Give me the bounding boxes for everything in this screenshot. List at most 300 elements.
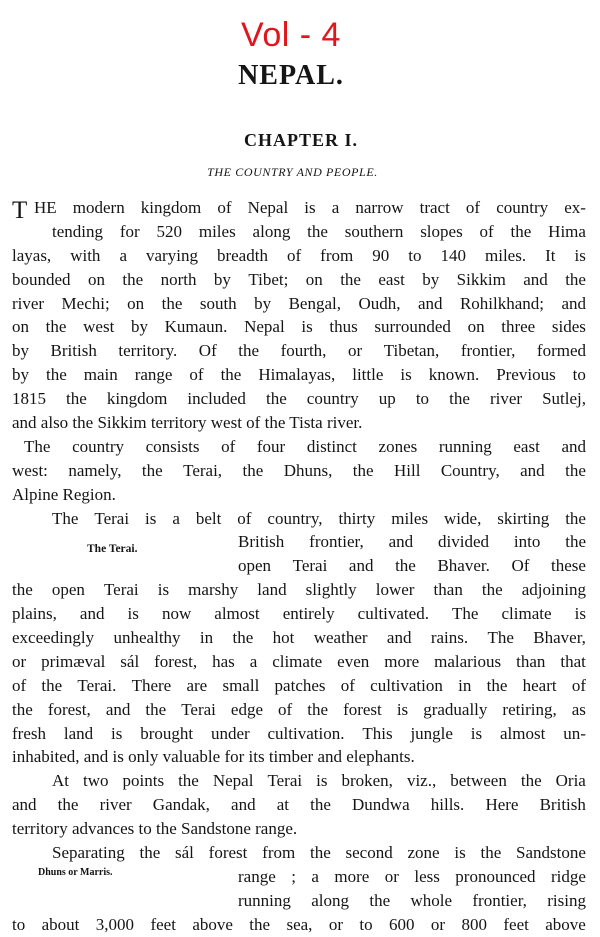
word: tract xyxy=(419,198,450,217)
word: hills. xyxy=(430,795,465,815)
word: territory. xyxy=(118,341,178,361)
word: second xyxy=(345,843,393,863)
word: up xyxy=(378,389,396,409)
word: these xyxy=(550,556,586,576)
text-line xyxy=(12,387,586,411)
word: lower xyxy=(375,580,415,600)
word: Nepal xyxy=(247,198,289,217)
word: by xyxy=(422,269,440,289)
text-line xyxy=(12,268,586,292)
body-text xyxy=(12,196,586,937)
word: the xyxy=(249,914,271,934)
word: known. xyxy=(428,365,480,385)
word: three xyxy=(501,317,536,337)
word: forest xyxy=(343,699,382,719)
word: almost xyxy=(214,604,260,624)
word: country xyxy=(306,389,359,409)
word: a xyxy=(249,651,258,671)
word: the xyxy=(161,293,183,313)
word: river xyxy=(12,293,45,313)
word: or xyxy=(430,914,446,934)
word: of xyxy=(12,675,27,695)
word: The xyxy=(52,508,79,528)
word: forest, xyxy=(154,651,198,671)
word: gradually xyxy=(423,699,488,719)
word: and xyxy=(348,556,374,576)
word: hot xyxy=(272,628,295,648)
word: is xyxy=(110,723,123,743)
word: west: xyxy=(12,460,48,480)
word: zones xyxy=(378,436,418,456)
word: about xyxy=(41,914,80,934)
word: south xyxy=(199,293,237,313)
word: kingdom xyxy=(140,198,202,217)
word: on xyxy=(305,269,323,289)
word: that xyxy=(560,651,586,671)
word: ex- xyxy=(564,198,586,217)
word: Bhaver, xyxy=(533,628,586,648)
text-line xyxy=(12,722,586,746)
word: slopes xyxy=(420,221,463,241)
word: Country, xyxy=(440,460,500,480)
word: the xyxy=(238,341,260,361)
word: Here xyxy=(485,795,519,815)
word: and xyxy=(231,795,256,815)
word: The xyxy=(452,604,479,624)
word: the xyxy=(139,843,161,863)
word: on xyxy=(127,293,145,313)
word: whole xyxy=(410,890,453,910)
word: is xyxy=(454,843,466,863)
word: frontier, xyxy=(309,532,364,552)
text-line: and also the Sikkim territory west of the Tista river. xyxy=(12,413,363,433)
text-line xyxy=(12,435,586,459)
word: and xyxy=(79,604,105,624)
word: of xyxy=(465,198,481,217)
sidenote-terai: The Terai. xyxy=(87,543,138,555)
word: ; xyxy=(291,866,296,886)
word: under xyxy=(210,723,250,743)
word: adjoining xyxy=(521,580,586,600)
word: bounded xyxy=(12,269,71,289)
word: is xyxy=(574,245,586,265)
word: the xyxy=(45,317,67,337)
word: and xyxy=(105,699,131,719)
word: 90 xyxy=(372,245,390,265)
word: heart xyxy=(522,675,557,695)
word: Himalayas, xyxy=(258,365,336,385)
word: above xyxy=(545,914,586,934)
word: of xyxy=(278,699,293,719)
word: varying xyxy=(146,245,198,265)
word: of xyxy=(479,221,494,241)
word: divided xyxy=(438,532,490,552)
word: cultivation. xyxy=(267,723,345,743)
word: above xyxy=(192,914,233,934)
word: Rohilkhand; xyxy=(459,293,544,313)
word: or xyxy=(328,914,343,934)
word: British xyxy=(238,532,285,552)
word: is xyxy=(400,365,412,385)
word: for xyxy=(119,221,140,241)
word: patches xyxy=(274,675,326,695)
text-line xyxy=(12,459,586,483)
word: to xyxy=(408,245,422,265)
word: the xyxy=(265,389,287,409)
word: thirty xyxy=(338,508,376,528)
text-line xyxy=(12,602,586,626)
word: at xyxy=(276,795,289,815)
word: from xyxy=(262,843,296,863)
word: is xyxy=(157,580,170,600)
word: wide, xyxy=(444,508,482,528)
word: country xyxy=(496,198,549,217)
word: the xyxy=(12,699,33,719)
word: along xyxy=(311,890,350,910)
word: and xyxy=(12,795,37,815)
text-line xyxy=(12,865,586,889)
word: ridge xyxy=(550,866,586,886)
word: main xyxy=(83,365,118,385)
word: Kumaun. xyxy=(164,317,228,337)
word: miles xyxy=(198,221,236,241)
word: in xyxy=(199,628,214,648)
word: retiring, xyxy=(502,699,557,719)
word: Tibet; xyxy=(248,269,289,289)
word: slightly xyxy=(305,580,357,600)
word: jungle xyxy=(410,723,453,743)
word: layas, xyxy=(12,245,52,265)
text-line xyxy=(12,889,586,913)
word: broken, xyxy=(341,771,393,791)
word: plains, xyxy=(12,604,57,624)
word: a xyxy=(172,508,180,528)
word: is xyxy=(316,771,328,791)
word: zone xyxy=(407,843,440,863)
word: Terai xyxy=(181,699,216,719)
word: the xyxy=(352,460,374,480)
word: HE xyxy=(34,198,57,217)
word: modern xyxy=(72,198,125,217)
word: the xyxy=(242,460,264,480)
word: viz., xyxy=(406,771,437,791)
word: running xyxy=(438,436,492,456)
word: sides xyxy=(551,317,586,337)
word: brought xyxy=(140,723,194,743)
text-line xyxy=(12,698,586,722)
word: the xyxy=(481,580,503,600)
word: Dundwa xyxy=(352,795,410,815)
chapter-subtitle: THE COUNTRY AND PEOPLE. xyxy=(207,165,378,179)
word: a xyxy=(119,245,127,265)
word: the xyxy=(122,269,144,289)
text-line xyxy=(12,793,586,817)
word: a xyxy=(331,198,340,217)
word: 800 xyxy=(461,914,487,934)
word: the xyxy=(57,795,79,815)
word: on xyxy=(87,269,105,289)
word: miles xyxy=(391,508,429,528)
word: consists xyxy=(145,436,200,456)
text-line xyxy=(12,578,586,602)
word: sál xyxy=(120,651,140,671)
word: feet xyxy=(503,914,529,934)
word: It xyxy=(545,245,556,265)
word: Sikkim xyxy=(456,269,506,289)
word: Gandak, xyxy=(152,795,210,815)
sidenote-dhuns: Dhuns or Marris. xyxy=(38,867,113,878)
word: and xyxy=(386,628,412,648)
word: Mechi; xyxy=(61,293,110,313)
word: 140 xyxy=(440,245,466,265)
word: Sandstone xyxy=(516,843,586,863)
word: namely, xyxy=(68,460,122,480)
word: more xyxy=(334,866,370,886)
word: forest, xyxy=(47,699,91,719)
word: Sutlej, xyxy=(542,389,586,409)
word: of xyxy=(340,675,355,695)
word: even xyxy=(337,651,370,671)
word: exceedingly xyxy=(12,628,95,648)
word: range xyxy=(238,866,276,886)
word: with xyxy=(70,245,101,265)
word: Dhuns, xyxy=(283,460,333,480)
word: included xyxy=(187,389,246,409)
text-line xyxy=(12,244,586,268)
word: is xyxy=(470,723,483,743)
word: running xyxy=(238,890,291,910)
word: Terai xyxy=(94,508,130,528)
word: to xyxy=(359,914,373,934)
word: range xyxy=(134,365,173,385)
volume-label: Vol - 4 xyxy=(241,16,341,54)
word: four xyxy=(256,436,286,456)
word: breadth xyxy=(216,245,268,265)
word: river xyxy=(99,795,132,815)
word: Previous xyxy=(496,365,556,385)
word: and xyxy=(561,293,586,313)
word: climate xyxy=(501,604,552,624)
word: malarious xyxy=(434,651,502,671)
word: east xyxy=(513,436,540,456)
word: or xyxy=(12,651,27,671)
word: tending xyxy=(52,221,103,241)
text-line: inhabited, and is only valuable for its timber and elephants. xyxy=(12,747,415,767)
word: Of xyxy=(511,556,530,576)
word: 600 xyxy=(389,914,415,934)
word: to xyxy=(415,389,430,409)
word: a xyxy=(311,866,319,886)
word: the xyxy=(340,269,361,289)
text-line xyxy=(12,220,586,244)
word: southern xyxy=(344,221,404,241)
word: the xyxy=(565,508,586,528)
word: country, xyxy=(267,508,323,528)
word: Separating xyxy=(52,843,125,863)
word: 1815 xyxy=(12,389,46,409)
word: the xyxy=(220,365,242,385)
word: climate xyxy=(272,651,323,671)
chapter-heading: CHAPTER I. xyxy=(243,130,358,150)
word: than xyxy=(433,580,463,600)
word: primæval xyxy=(41,651,106,671)
word: Tibetan, xyxy=(383,341,440,361)
word: the xyxy=(145,699,167,719)
word: of xyxy=(571,675,586,695)
word: to xyxy=(12,914,26,934)
word: At xyxy=(52,771,69,791)
word: now xyxy=(161,604,192,624)
word: open xyxy=(238,556,272,576)
word: sea, xyxy=(286,914,313,934)
word: The xyxy=(487,628,514,648)
text-line xyxy=(12,650,586,674)
word: little xyxy=(352,365,384,385)
word: entirely xyxy=(282,604,335,624)
word: of xyxy=(217,198,232,217)
word: distinct xyxy=(306,436,357,456)
word: cultivated. xyxy=(357,604,429,624)
word: This xyxy=(362,723,393,743)
word: Bengal, xyxy=(288,293,341,313)
word: rising xyxy=(547,890,586,910)
word: Terai xyxy=(267,771,303,791)
word: of xyxy=(221,436,236,456)
word: or xyxy=(384,866,399,886)
word: is xyxy=(301,317,313,337)
word: the xyxy=(12,580,33,600)
word: points xyxy=(122,771,165,791)
word: the xyxy=(307,699,329,719)
word: the xyxy=(449,389,470,409)
word: of xyxy=(286,245,302,265)
word: two xyxy=(83,771,109,791)
word: and xyxy=(561,436,586,456)
word: the xyxy=(520,771,542,791)
word: as xyxy=(571,699,586,719)
word: British xyxy=(50,341,97,361)
word: frontier, xyxy=(472,890,527,910)
word: the xyxy=(178,771,199,791)
word: edge xyxy=(230,699,264,719)
word: Oudh, xyxy=(358,293,401,313)
word: by xyxy=(130,317,148,337)
word: are xyxy=(186,675,208,695)
word: has xyxy=(212,651,235,671)
word: from xyxy=(320,245,354,265)
word: the xyxy=(45,365,67,385)
word: weather xyxy=(313,628,368,648)
word: of xyxy=(189,365,204,385)
word: thus xyxy=(329,317,358,337)
word: by xyxy=(12,365,29,385)
word: miles. xyxy=(485,245,527,265)
word: 3,000 xyxy=(95,914,135,934)
text-line xyxy=(12,339,586,363)
word: land xyxy=(63,723,94,743)
word: the xyxy=(565,269,586,289)
word: Hill xyxy=(393,460,421,480)
word: kingdom xyxy=(106,389,168,409)
word: is xyxy=(127,604,139,624)
word: Terai xyxy=(292,556,328,576)
word: sál xyxy=(175,843,194,863)
word: Oria xyxy=(555,771,586,791)
word: skirting xyxy=(497,508,550,528)
word: north xyxy=(160,269,197,289)
word: surrounded xyxy=(374,317,451,337)
text-line xyxy=(12,363,586,387)
word: the xyxy=(369,890,391,910)
text-line: Alpine Region. xyxy=(12,484,116,504)
word: narrow xyxy=(355,198,404,217)
word: Nepal xyxy=(244,317,285,337)
word: by xyxy=(213,269,231,289)
word: The xyxy=(24,436,51,456)
text-line xyxy=(12,626,586,650)
word: and xyxy=(417,293,443,313)
word: river xyxy=(489,389,523,409)
word: is xyxy=(304,198,316,217)
page-title: NEPAL. xyxy=(238,60,344,91)
word: belt xyxy=(195,508,222,528)
word: formed xyxy=(536,341,586,361)
drop-cap: T xyxy=(12,197,28,224)
word: almost xyxy=(500,723,546,743)
word: of xyxy=(237,508,252,528)
word: Terai, xyxy=(183,460,223,480)
word: is xyxy=(396,699,409,719)
word: and xyxy=(388,532,414,552)
word: unhealthy xyxy=(113,628,181,648)
word: the xyxy=(307,221,328,241)
word: west xyxy=(83,317,115,337)
word: land xyxy=(257,580,287,600)
word: 520 xyxy=(156,221,183,241)
word: cultivation xyxy=(370,675,443,695)
word: Nepal xyxy=(212,771,254,791)
word: open xyxy=(51,580,85,600)
text-line xyxy=(12,913,586,937)
word: is xyxy=(574,604,586,624)
word: east xyxy=(378,269,405,289)
word: fresh xyxy=(12,723,46,743)
word: British xyxy=(539,795,586,815)
word: between xyxy=(450,771,507,791)
text-line xyxy=(12,507,586,531)
word: along xyxy=(252,221,291,241)
text-line xyxy=(12,196,586,220)
word: Hima xyxy=(548,221,586,241)
word: fourth, xyxy=(280,341,327,361)
text-line xyxy=(12,315,586,339)
word: There xyxy=(131,675,172,695)
word: un- xyxy=(563,723,586,743)
word: by xyxy=(12,341,29,361)
word: or xyxy=(347,341,363,361)
word: the xyxy=(565,460,586,480)
word: and xyxy=(523,269,548,289)
word: than xyxy=(516,651,546,671)
word: the xyxy=(480,843,502,863)
word: the xyxy=(66,389,87,409)
word: to xyxy=(572,365,586,385)
word: the xyxy=(486,675,508,695)
text-line xyxy=(12,841,586,865)
word: and xyxy=(520,460,545,480)
word: the xyxy=(232,628,254,648)
word: the xyxy=(41,675,63,695)
